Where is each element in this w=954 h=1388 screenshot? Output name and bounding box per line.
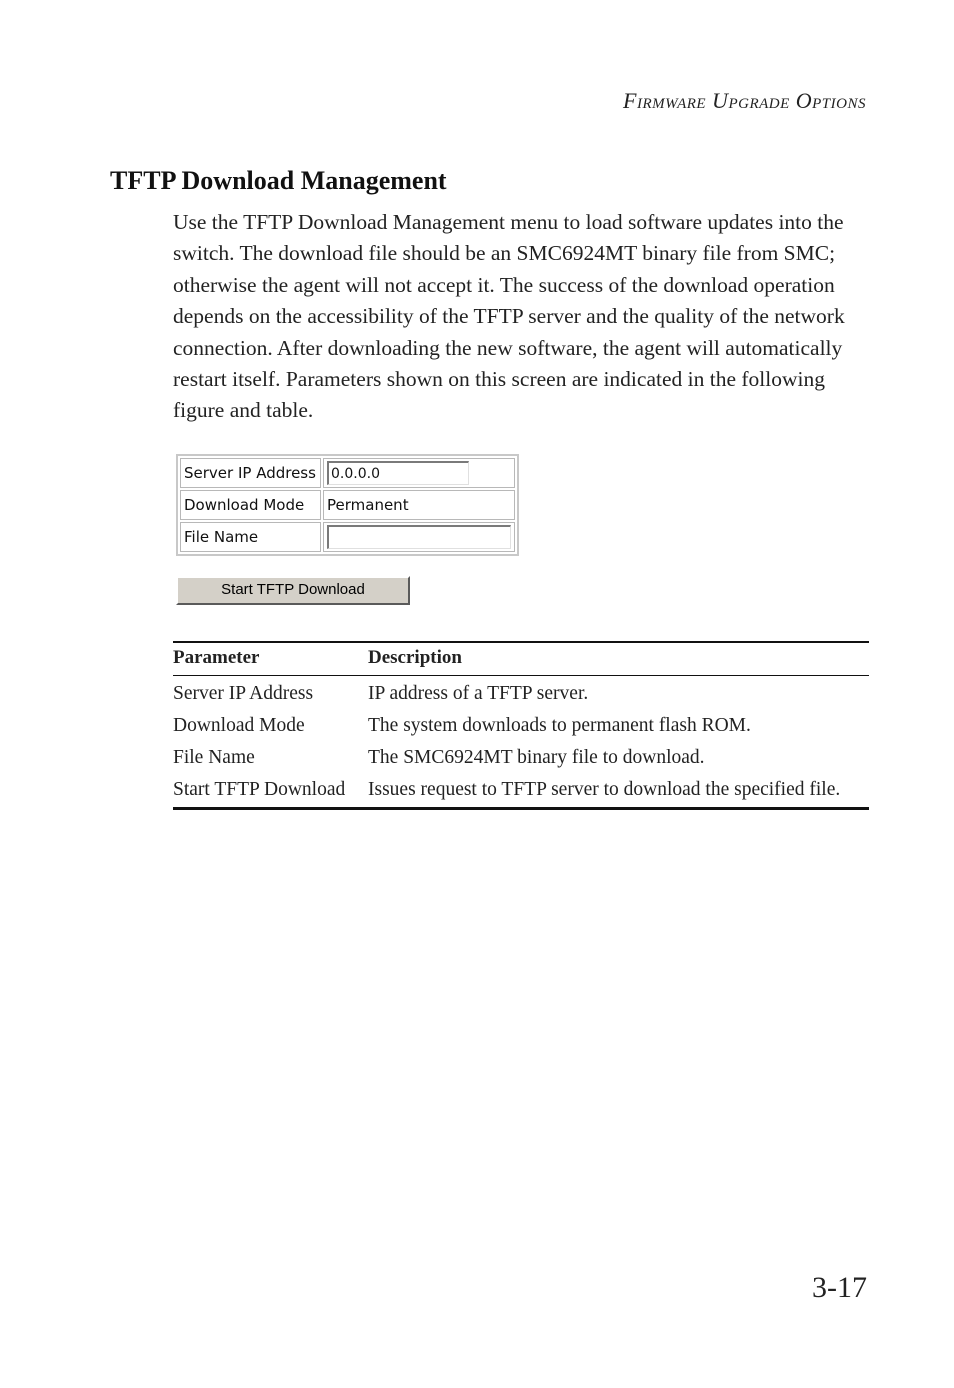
table-row (173, 775, 869, 809)
server-ip-cell (323, 458, 515, 488)
start-tftp-download-button[interactable]: Start TFTP Download (176, 576, 410, 605)
description-cell: The system downloads to permanent flash ROM. (368, 715, 751, 736)
file-name-label: File Name (180, 522, 321, 552)
server-ip-label: Server IP Address (180, 458, 321, 488)
file-name-cell (323, 522, 515, 552)
server-ip-input[interactable]: 0.0.0.0 (327, 461, 469, 485)
description-cell: The SMC6924MT binary file to download. (368, 747, 705, 768)
parameter-cell: Start TFTP Download (173, 779, 346, 800)
page-number: 3-17 (812, 1271, 867, 1304)
body-paragraph: Use the TFTP Download Management menu to load software updates into the switch. The download file should be an SMC6924MT binary file from SMC; otherwise the agent will not accept it. The success of the download operation depends on the accessibility of the TFTP server and the quality of the network connection. After downloading the new software, the agent will automatically restart itself. Parameters shown on this screen are indicated in the following figure and table. (173, 210, 845, 423)
download-mode-value: Permanent (323, 490, 515, 520)
description-cell: IP address of a TFTP server. (368, 683, 589, 704)
section-title: TFTP Download Management (110, 166, 447, 195)
parameter-table (173, 641, 869, 810)
column-header-description: Description (368, 647, 462, 668)
parameter-cell: Server IP Address (173, 683, 314, 704)
table-header-row (173, 642, 869, 676)
parameter-cell: File Name (173, 747, 255, 768)
download-mode-label: Download Mode (180, 490, 321, 520)
parameter-cell: Download Mode (173, 715, 305, 736)
tftp-download-form (176, 454, 519, 556)
description-cell: Issues request to TFTP server to download the specified file. (368, 779, 841, 800)
form-row-server-ip (180, 458, 515, 488)
table-row (173, 743, 869, 775)
file-name-input[interactable] (327, 525, 511, 549)
table-row (173, 711, 869, 743)
form-row-file-name (180, 522, 515, 552)
form-row-download-mode (180, 490, 515, 520)
running-header: Firmware Upgrade Options (623, 88, 866, 113)
table-row (173, 676, 869, 712)
column-header-parameter: Parameter (173, 647, 260, 668)
